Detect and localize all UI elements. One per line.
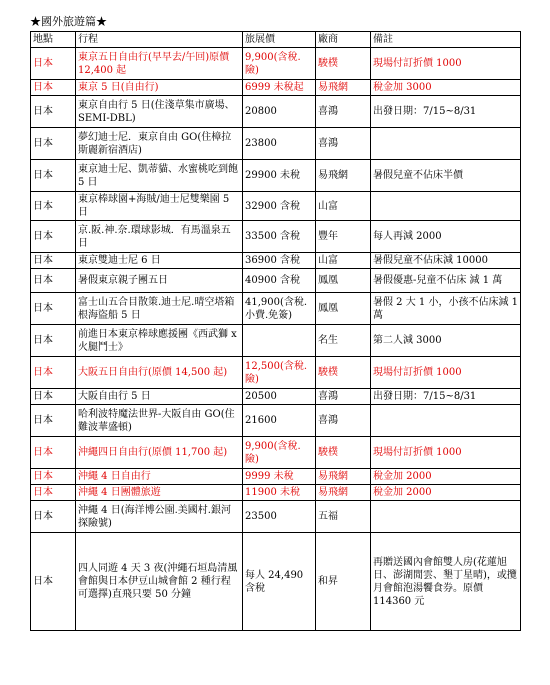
- price-cell: 23500: [243, 501, 316, 533]
- vendor-cell: 和昇: [316, 533, 371, 631]
- table-row: [31, 485, 521, 501]
- table-row: [31, 269, 521, 293]
- note-cell: 暑假優惠-兒童不佔床 減 1 萬: [371, 269, 521, 293]
- itinerary-cell: 哈利波特魔法世界-大阪自由 GO(住難波華盛頓): [76, 405, 243, 437]
- location-cell: 日本: [31, 293, 76, 325]
- itinerary-cell: 東京棒球園+海賊/迪士尼雙樂園 5 日: [76, 192, 243, 221]
- itinerary-cell: 京.阪.神.奈.環球影城．有馬溫泉五日: [76, 221, 243, 253]
- vendor-cell: 喜鴻: [316, 96, 371, 128]
- itinerary-cell: 東京自由行 5 日(住淺草集市廣場、SEMI-DBL): [76, 96, 243, 128]
- location-cell: 日本: [31, 325, 76, 357]
- note-cell: 現場付訂折價 1000: [371, 48, 521, 80]
- location-cell: 日本: [31, 80, 76, 96]
- location-cell: 日本: [31, 221, 76, 253]
- header-row: [31, 32, 521, 48]
- note-cell: [371, 192, 521, 221]
- vendor-cell: 易飛網: [316, 485, 371, 501]
- note-cell: 稅金加 3000: [371, 80, 521, 96]
- location-cell: 日本: [31, 501, 76, 533]
- note-cell: 暑假兒童不佔床半價: [371, 160, 521, 192]
- note-cell: [371, 405, 521, 437]
- table-row: [31, 357, 521, 389]
- itinerary-cell: 前進日本東京棒球應援團《西武獅 x 火腿鬥士》: [76, 325, 243, 357]
- location-cell: 日本: [31, 192, 76, 221]
- location-cell: 日本: [31, 253, 76, 269]
- itinerary-cell: 富士山五合目散策.迪士尼.晴空塔箱根海盜船 5 日: [76, 293, 243, 325]
- vendor-cell: 喜鴻: [316, 389, 371, 405]
- table-row: [31, 160, 521, 192]
- table-row: [31, 96, 521, 128]
- price-cell: 9999 未稅: [243, 469, 316, 485]
- header-location: 地點: [31, 32, 76, 48]
- price-cell: 41,900(含稅.小費.免簽): [243, 293, 316, 325]
- note-cell: 出發日期：7/15~8/31: [371, 389, 521, 405]
- vendor-cell: 名生: [316, 325, 371, 357]
- table-row: [31, 48, 521, 80]
- header-itinerary: 行程: [76, 32, 243, 48]
- location-cell: 日本: [31, 389, 76, 405]
- price-cell: 32900 含稅: [243, 192, 316, 221]
- vendor-cell: 喜鴻: [316, 128, 371, 160]
- location-cell: 日本: [31, 96, 76, 128]
- note-cell: 現場付訂折價 1000: [371, 357, 521, 389]
- vendor-cell: 駿樸: [316, 48, 371, 80]
- price-cell: 9,900(含稅.險): [243, 437, 316, 469]
- location-cell: 日本: [31, 357, 76, 389]
- location-cell: 日本: [31, 533, 76, 631]
- table-row: [31, 80, 521, 96]
- table-row: [31, 501, 521, 533]
- itinerary-cell: 大阪五日自由行(原價 14,500 起): [76, 357, 243, 389]
- table-row: [31, 405, 521, 437]
- vendor-cell: 鳳凰: [316, 293, 371, 325]
- table-row: [31, 192, 521, 221]
- note-cell: 暑假 2 大 1 小，小孩不佔床減 1 萬: [371, 293, 521, 325]
- price-cell: 12,500(含稅.險): [243, 357, 316, 389]
- itinerary-cell: 暑假東京親子團五日: [76, 269, 243, 293]
- vendor-cell: 易飛網: [316, 469, 371, 485]
- itinerary-cell: 東京雙迪士尼 6 日: [76, 253, 243, 269]
- header-price: 旅展價: [243, 32, 316, 48]
- note-cell: 稅金加 2000: [371, 469, 521, 485]
- price-cell: 每人 24,490 含稅: [243, 533, 316, 631]
- price-cell: 33500 含稅: [243, 221, 316, 253]
- header-vendor: 廠商: [316, 32, 371, 48]
- table-row: [31, 293, 521, 325]
- table-row: [31, 325, 521, 357]
- price-cell: 9,900(含稅.險): [243, 48, 316, 80]
- note-cell: 出發日期：7/15~8/31: [371, 96, 521, 128]
- note-cell: 第二人減 3000: [371, 325, 521, 357]
- price-cell: 11900 未稅: [243, 485, 316, 501]
- location-cell: 日本: [31, 469, 76, 485]
- itinerary-cell: 四人同遊 4 天 3 夜(沖繩石垣島清風會館與日本伊豆山城會館 2 種行程可選擇)直飛只要 50 分鐘: [76, 533, 243, 631]
- note-cell: [371, 128, 521, 160]
- header-note: 備註: [371, 32, 521, 48]
- itinerary-cell: 東京五日自由行(早早去/午回)原價 12,400 起: [76, 48, 243, 80]
- location-cell: 日本: [31, 405, 76, 437]
- price-cell: 6999 未稅起: [243, 80, 316, 96]
- location-cell: 日本: [31, 48, 76, 80]
- location-cell: 日本: [31, 269, 76, 293]
- table-row: [31, 253, 521, 269]
- table-row: [31, 469, 521, 485]
- itinerary-cell: 大阪自由行 5 日: [76, 389, 243, 405]
- vendor-cell: 駿樸: [316, 437, 371, 469]
- price-cell: 21600: [243, 405, 316, 437]
- vendor-cell: 喜鴻: [316, 405, 371, 437]
- note-cell: [371, 501, 521, 533]
- price-cell: [243, 325, 316, 357]
- note-cell: 每人再減 2000: [371, 221, 521, 253]
- location-cell: 日本: [31, 128, 76, 160]
- vendor-cell: 易飛網: [316, 80, 371, 96]
- note-cell: 現場付訂折價 1000: [371, 437, 521, 469]
- vendor-cell: 五福: [316, 501, 371, 533]
- itinerary-cell: 東京 5 日(自由行): [76, 80, 243, 96]
- table-row: [31, 128, 521, 160]
- price-cell: 20500: [243, 389, 316, 405]
- vendor-cell: 易飛網: [316, 160, 371, 192]
- itinerary-cell: 夢幻迪士尼．東京自由 GO(住樟拉斯麗新宿酒店): [76, 128, 243, 160]
- vendor-cell: 豐年: [316, 221, 371, 253]
- note-cell: 稅金加 2000: [371, 485, 521, 501]
- vendor-cell: 駿樸: [316, 357, 371, 389]
- table-row: [31, 389, 521, 405]
- tour-table: [30, 31, 521, 631]
- itinerary-cell: 沖繩 4 日(海洋博公園.美國村.銀河探險號): [76, 501, 243, 533]
- price-cell: 36900 含稅: [243, 253, 316, 269]
- table-row: [31, 533, 521, 631]
- page-title: ★國外旅遊篇★: [30, 15, 107, 28]
- location-cell: 日本: [31, 437, 76, 469]
- itinerary-cell: 沖繩 4 日團體旅遊: [76, 485, 243, 501]
- price-cell: 40900 含稅: [243, 269, 316, 293]
- note-cell: 再贈送國內會館雙人房(花蓮旭日、澎湖閒雲、墾丁星晴)，或攬月會館泡湯饗食券。原價 114360 元: [371, 533, 521, 631]
- price-cell: 29900 未稅: [243, 160, 316, 192]
- table-row: [31, 221, 521, 253]
- location-cell: 日本: [31, 160, 76, 192]
- note-cell: 暑假兒童不佔床減 10000: [371, 253, 521, 269]
- vendor-cell: 山富: [316, 192, 371, 221]
- price-cell: 23800: [243, 128, 316, 160]
- table-row: [31, 437, 521, 469]
- location-cell: 日本: [31, 485, 76, 501]
- price-cell: 20800: [243, 96, 316, 128]
- itinerary-cell: 沖繩 4 日自由行: [76, 469, 243, 485]
- vendor-cell: 山富: [316, 253, 371, 269]
- vendor-cell: 鳳凰: [316, 269, 371, 293]
- itinerary-cell: 沖繩四日自由行(原價 11,700 起): [76, 437, 243, 469]
- itinerary-cell: 東京迪士尼、凱蒂貓、水蜜桃吃到飽 5 日: [76, 160, 243, 192]
